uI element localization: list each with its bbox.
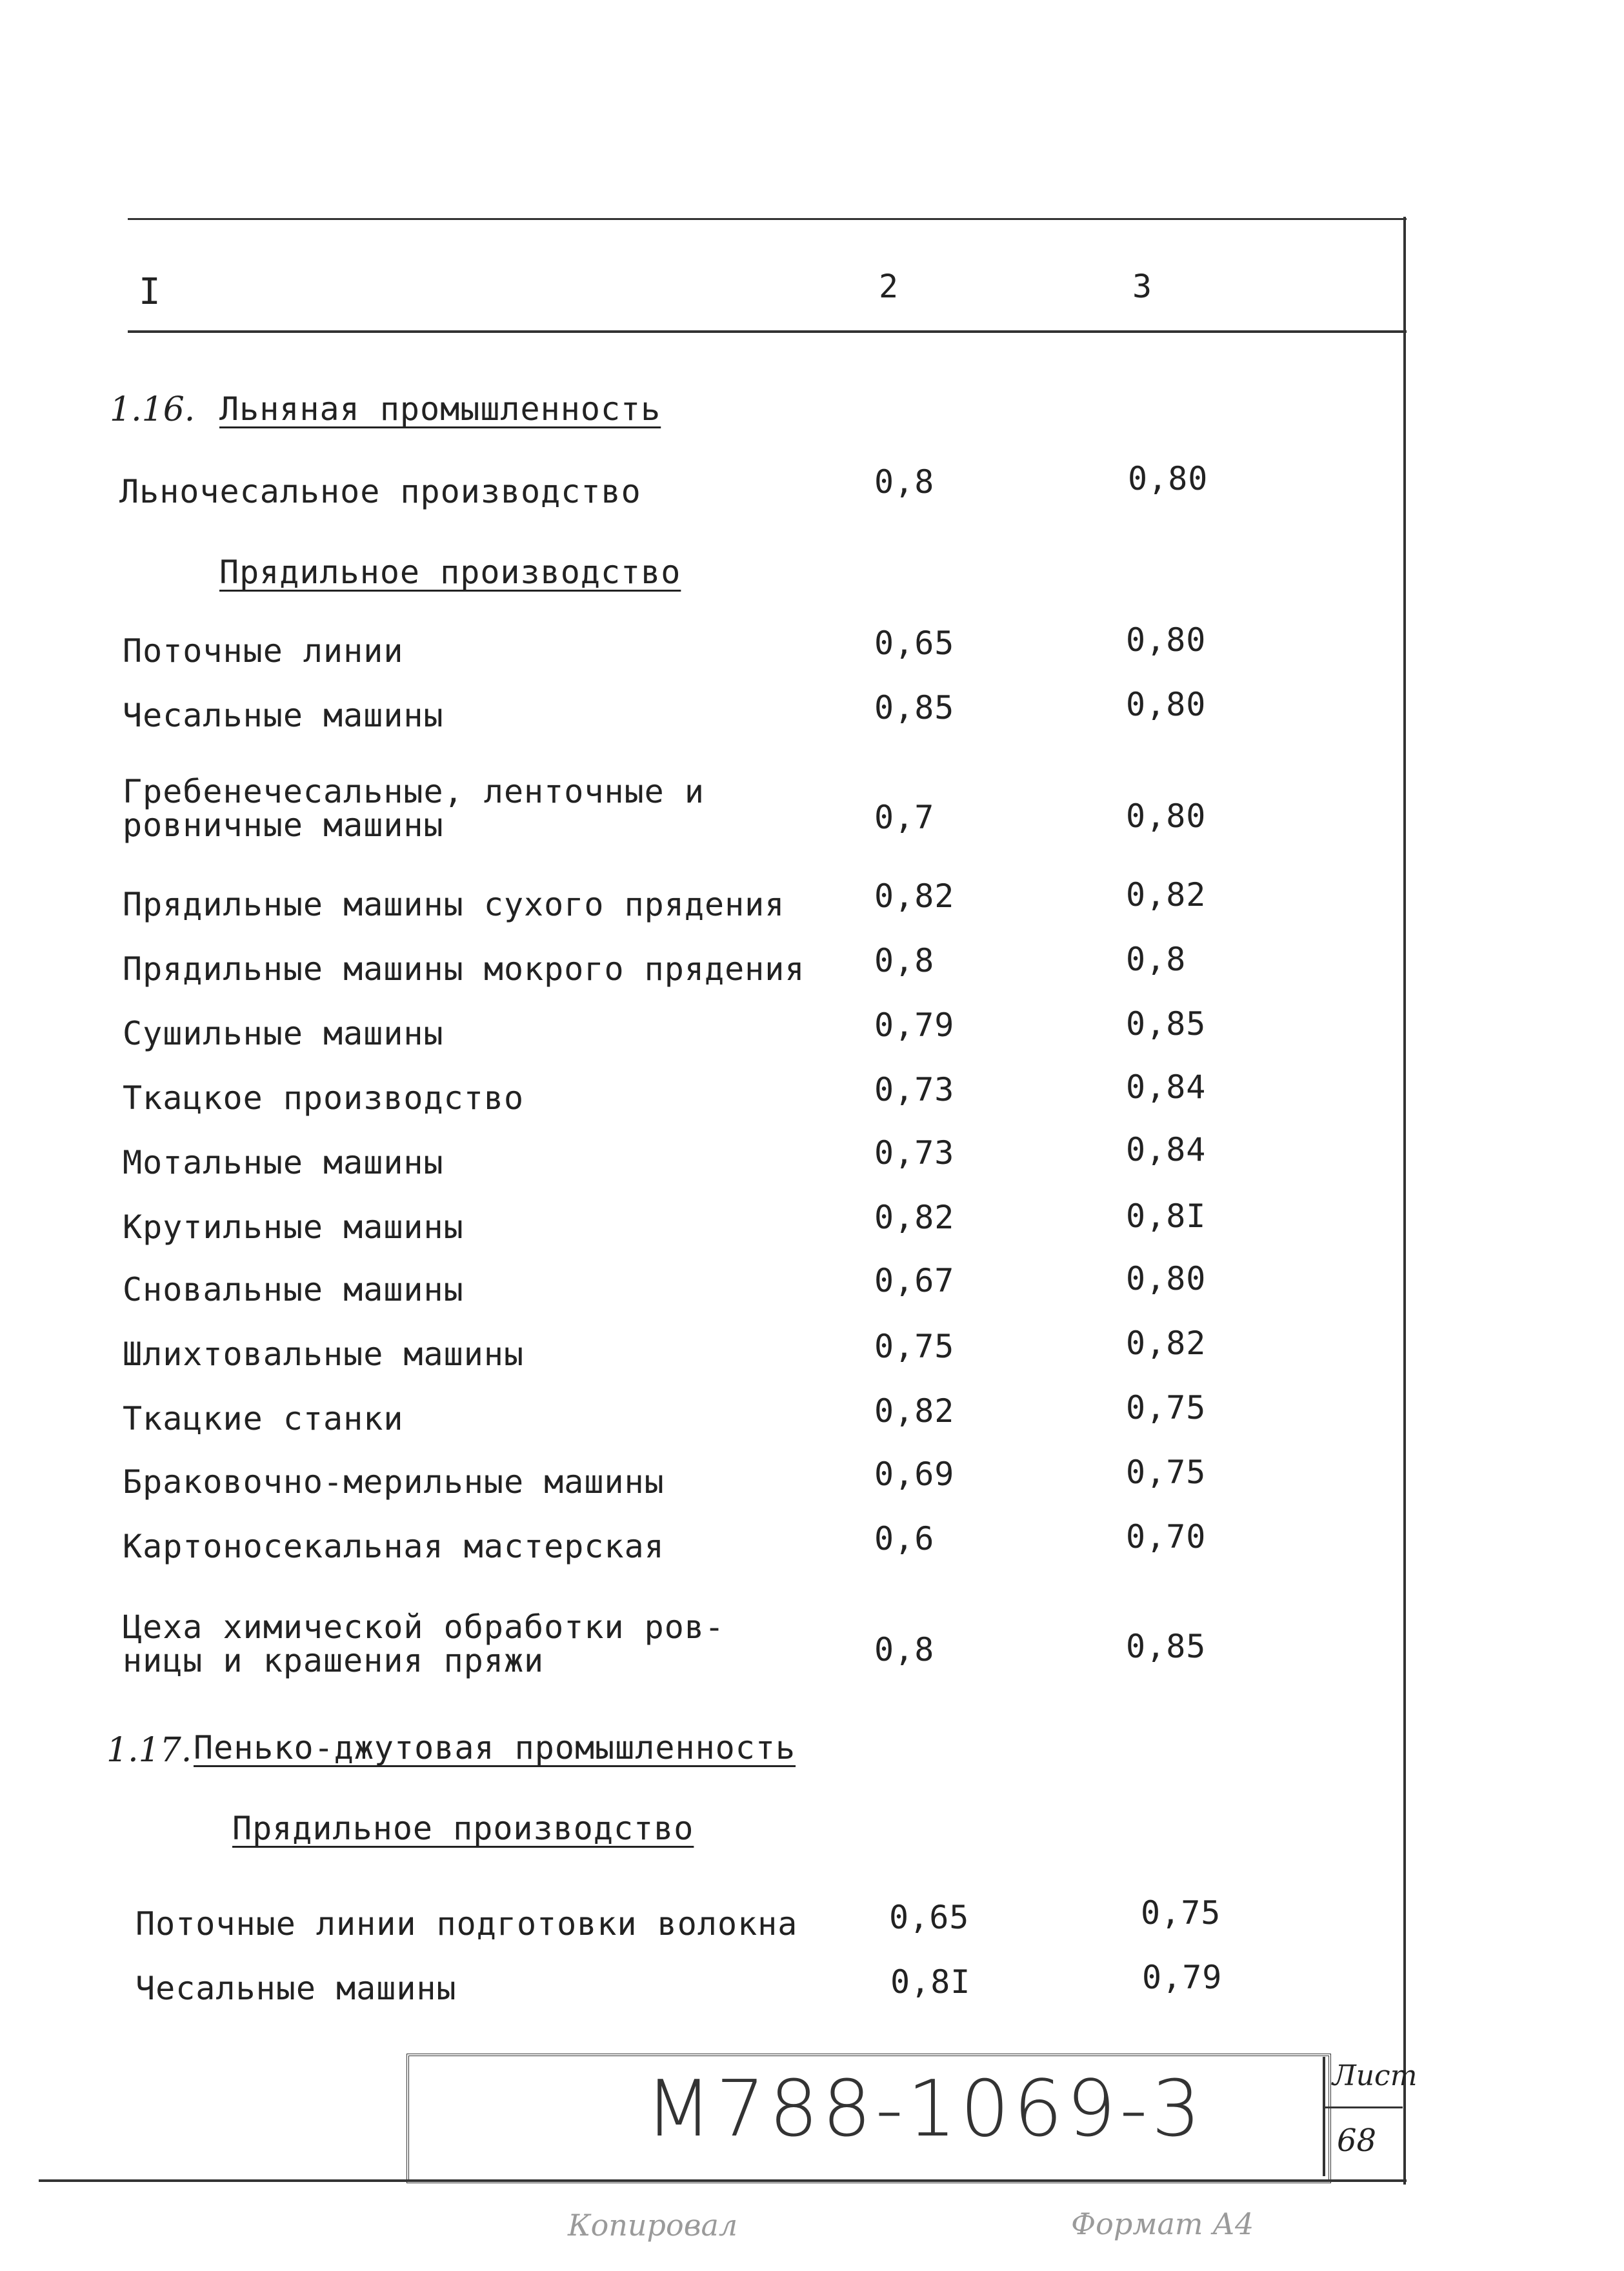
row-value-col2: 0,73 [874, 1071, 955, 1108]
row-label: Ткацкие станки [123, 1400, 404, 1437]
row-value-col3: 0,75 [1141, 1894, 1221, 1932]
row-label: Мотальные машины [123, 1144, 444, 1181]
row-value-col3: 0,70 [1126, 1518, 1207, 1556]
row-value-col3: 0,85 [1126, 1005, 1207, 1043]
header-col3: 3 [1132, 268, 1153, 305]
row-label: Прядильные машины сухого прядения [123, 886, 785, 923]
row-label: Шлихтовальные машины [123, 1336, 525, 1373]
document-code: М788-1069-3 [645, 2065, 1205, 2154]
row-value-col3: 0,84 [1126, 1068, 1207, 1106]
row-value-col2: 0,8 [874, 463, 935, 501]
row-value-col3: 0,80 [1126, 621, 1207, 659]
row-label: Крутильные машины [123, 1208, 464, 1246]
row-value-col2: 0,69 [874, 1456, 955, 1493]
row-value-col3: 0,80 [1128, 460, 1208, 497]
section-title: Льняная промышленность [219, 390, 661, 428]
row-label: Поточные линии [123, 632, 404, 670]
sheet-number: 68 [1337, 2123, 1377, 2159]
header-col2: 2 [879, 268, 899, 305]
row-value-col3: 0,80 [1126, 1260, 1207, 1297]
row-value-col2: 0,65 [889, 1899, 970, 1936]
section-title: Пенько-джутовая промышленность [194, 1729, 796, 1766]
row-value-col3: 0,80 [1126, 797, 1207, 835]
row-value-col2: 0,8 [874, 1631, 935, 1668]
header-bottom-border [128, 330, 1407, 333]
row-label: Чесальные машины [123, 697, 444, 734]
row-value-col3: 0,79 [1142, 1959, 1223, 1996]
row-label: Поточные линии подготовки волокна [135, 1905, 798, 1943]
table-top-border [128, 218, 1407, 220]
row-value-col2: 0,85 [874, 689, 955, 726]
bottom-border [39, 2179, 1407, 2182]
row-label: Браковочно-мерильные машины [123, 1463, 665, 1501]
row-value-col2: 0,8 [874, 942, 935, 979]
row-value-col2: 0,8I [890, 1963, 971, 2001]
subsection-title: Прядильное производство [219, 554, 681, 591]
row-value-col3: 0,80 [1126, 686, 1207, 723]
section-number: 1.16. [110, 390, 195, 429]
row-label-line2: ницы и крашения пряжи [123, 1642, 545, 1679]
row-value-col2: 0,7 [874, 799, 935, 836]
row-value-col2: 0,75 [874, 1328, 955, 1365]
row-value-col2: 0,6 [874, 1520, 935, 1557]
row-value-col3: 0,82 [1126, 876, 1207, 914]
row-label: Прядильные машины мокрого прядения [123, 950, 805, 988]
row-value-col2: 0,79 [874, 1006, 955, 1044]
header-col1: I [139, 271, 161, 313]
subsection-title: Прядильное производство [232, 1810, 694, 1847]
row-label: Чесальные машины [135, 1970, 457, 2007]
row-label: Картоносекальная мастерская [123, 1528, 665, 1565]
row-label-line1: Гребенечесальные, ленточные и [123, 773, 705, 810]
sheet-label: Лист [1332, 2059, 1418, 2092]
row-value-col2: 0,82 [874, 1392, 955, 1430]
sheet-box-divider [1325, 2106, 1403, 2108]
row-value-col2: 0,73 [874, 1134, 955, 1172]
row-value-col2: 0,82 [874, 877, 955, 915]
row-label: Сновальные машины [123, 1271, 464, 1308]
row-value-col3: 0,75 [1126, 1454, 1207, 1491]
row-label: Льночесальное производство [119, 473, 641, 510]
row-value-col3: 0,8I [1126, 1197, 1207, 1235]
row-value-col2: 0,65 [874, 625, 955, 662]
table-right-border [1403, 217, 1406, 2185]
row-value-col3: 0,82 [1126, 1325, 1207, 1362]
footer-copied: Копировал [568, 2208, 738, 2243]
row-label-line2: ровничные машины [123, 806, 444, 844]
row-value-col3: 0,8 [1126, 941, 1187, 978]
row-label: Сушильные машины [123, 1015, 444, 1052]
row-value-col3: 0,85 [1126, 1628, 1207, 1665]
row-value-col3: 0,75 [1126, 1389, 1207, 1426]
section-number: 1.17. [106, 1731, 192, 1770]
row-value-col2: 0,82 [874, 1199, 955, 1236]
footer-format: Формат А4 [1071, 2206, 1254, 2241]
row-value-col3: 0,84 [1126, 1131, 1207, 1168]
row-label-line1: Цеха химической обработки ров- [123, 1608, 725, 1646]
row-label: Ткацкое производство [123, 1079, 525, 1117]
row-value-col2: 0,67 [874, 1262, 955, 1299]
